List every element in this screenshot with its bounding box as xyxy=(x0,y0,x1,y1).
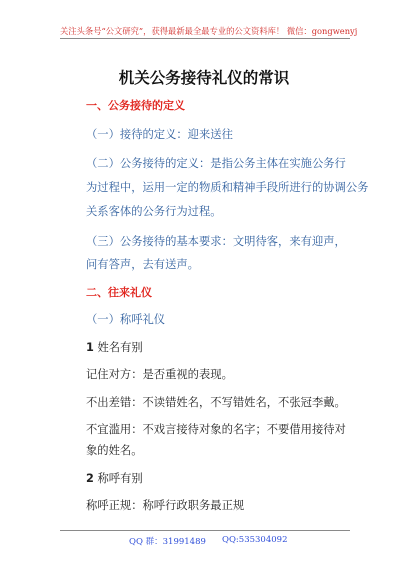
footer-divider xyxy=(60,530,350,531)
section1-item2-line3: 关系客体的公务行为过程。 xyxy=(86,205,222,218)
point1-line1: 记住对方：是否重视的表现。 xyxy=(86,368,233,381)
document-title: 机关公务接待礼仪的常识 xyxy=(118,69,290,87)
section2-heading: 二、往来礼仪 xyxy=(86,286,152,299)
section1-heading: 一、公务接待的定义 xyxy=(86,99,185,112)
footer-qq: QQ:535304092 xyxy=(222,535,288,545)
section1-item3-line2: 问有答声，去有送声。 xyxy=(86,258,199,271)
point2-line1: 称呼正规：称呼行政职务最正规 xyxy=(86,499,245,512)
point1-line3a: 不宜滥用：不戏言接待对象的名字；不要借用接待对 xyxy=(86,423,346,436)
point2-heading xyxy=(86,472,143,486)
section2-sub1: （一）称呼礼仪 xyxy=(86,313,166,326)
point1-line3b: 象的姓名。 xyxy=(86,444,143,457)
point2-label: 称呼有别 xyxy=(97,472,143,485)
section1-item3-line1: （三）公务接待的基本要求：文明待客，来有迎声， xyxy=(86,235,346,248)
point1-heading xyxy=(86,341,143,355)
section1-item1: （一）接待的定义：迎来送往 xyxy=(86,128,233,141)
point2-number: 2 xyxy=(86,472,94,485)
point1-line2: 不出差错：不读错姓名，不写错姓名，不张冠李戴。 xyxy=(86,396,346,409)
footer-qq-group: QQ 群：31991489 xyxy=(129,537,206,547)
point1-number: 1 xyxy=(86,341,94,354)
point1-label: 姓名有别 xyxy=(97,341,143,354)
section1-item2-line1: （二）公务接待的定义：是指公务主体在实施公务行 xyxy=(86,157,346,170)
header-note: 关注头条号“公文研究”，获得最新最全最专业的公文资料库！ 微信：gongwenyj xyxy=(60,26,358,36)
header-divider xyxy=(60,38,350,39)
section1-item2-line2: 为过程中，运用一定的物质和精神手段所进行的协调公务 xyxy=(86,181,369,194)
